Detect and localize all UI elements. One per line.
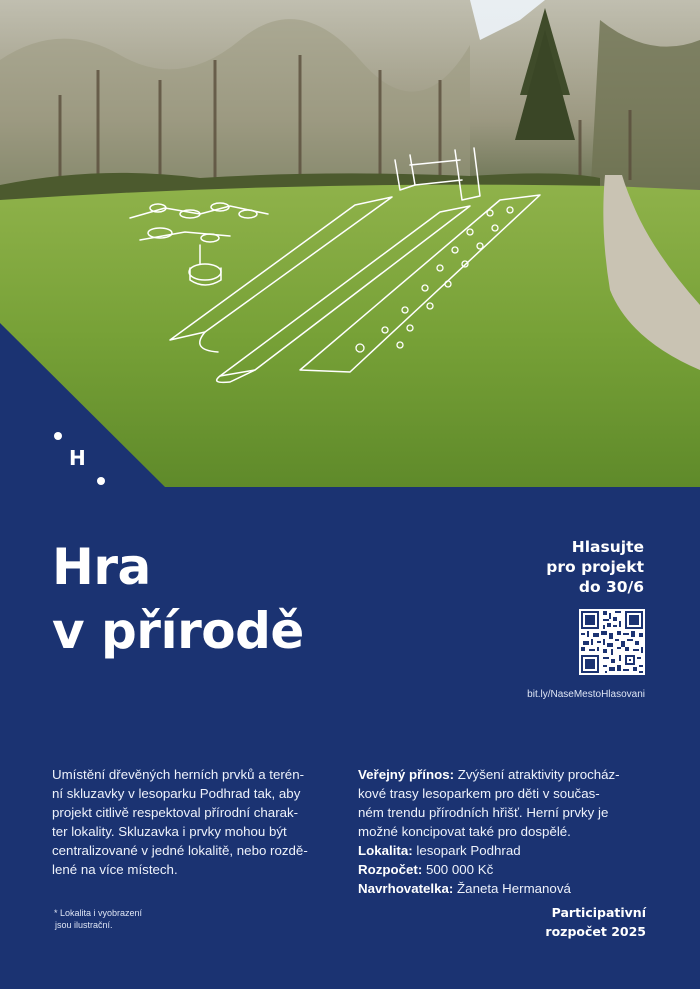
- benefit-row: [358, 765, 658, 784]
- location-row: [358, 841, 658, 860]
- vote-callout: [546, 537, 644, 597]
- program-line-2: rozpočet 2025: [545, 924, 646, 939]
- description-line: projekt citlivě respektoval přírodní charak-: [52, 805, 299, 820]
- project-info: [358, 765, 658, 898]
- logo-dot-bottom: [97, 477, 105, 485]
- description-line: centralizované v jedné lokalitě, nebo rozdě-: [52, 843, 308, 858]
- benefit-text-line: kové trasy lesoparkem pro děti v součas-: [358, 786, 600, 801]
- budget-row: [358, 860, 658, 879]
- description-line: ter lokality. Skluzavka i prvky mohou být: [52, 824, 287, 839]
- project-description: [52, 765, 352, 879]
- description-line: lené na více místech.: [52, 862, 178, 877]
- vote-line-3: do 30/6: [578, 578, 644, 596]
- budget-label: Rozpočet:: [358, 862, 423, 877]
- vote-link[interactable]: bit.ly/NaseMestoHlasovani: [527, 689, 645, 700]
- budget-value: 500 000 Kč: [425, 862, 494, 877]
- footnote-line-1: * Lokalita i vyobrazení: [54, 908, 143, 918]
- program-line-1: Participativní: [551, 905, 646, 920]
- location-label: Lokalita:: [358, 843, 413, 858]
- author-value: Žaneta Hermanová: [457, 881, 571, 896]
- illustration-footnote: [54, 907, 142, 931]
- project-title: [52, 535, 304, 663]
- program-label: [545, 903, 646, 941]
- author-label: Navrhovatelka:: [358, 881, 454, 896]
- qr-code[interactable]: [579, 609, 645, 675]
- benefit-text-line: možné koncipovat také pro dospělé.: [358, 824, 571, 839]
- title-line-1: Hra: [52, 538, 151, 596]
- location-value: lesopark Podhrad: [416, 843, 521, 858]
- vote-line-2: pro projekt: [546, 558, 644, 576]
- description-line: ní skluzavky v lesoparku Podhrad tak, aby: [52, 786, 301, 801]
- logo-dot-top: [54, 432, 62, 440]
- description-line: Umístění dřevěných herních prvků a terén-: [52, 767, 305, 782]
- benefit-label: Veřejný přínos:: [358, 767, 455, 782]
- h-logo: [50, 428, 110, 490]
- author-row: [358, 879, 658, 898]
- footnote-line-2: jsou ilustrační.: [55, 920, 113, 930]
- benefit-text-line: ném trendu přírodních hřišť. Herní prvky je: [358, 805, 609, 820]
- vote-line-1: Hlasujte: [571, 538, 644, 556]
- benefit-text: Zvýšení atraktivity procház-: [457, 767, 620, 782]
- title-line-2: v přírodě: [52, 602, 304, 660]
- logo-letter: H: [69, 446, 86, 470]
